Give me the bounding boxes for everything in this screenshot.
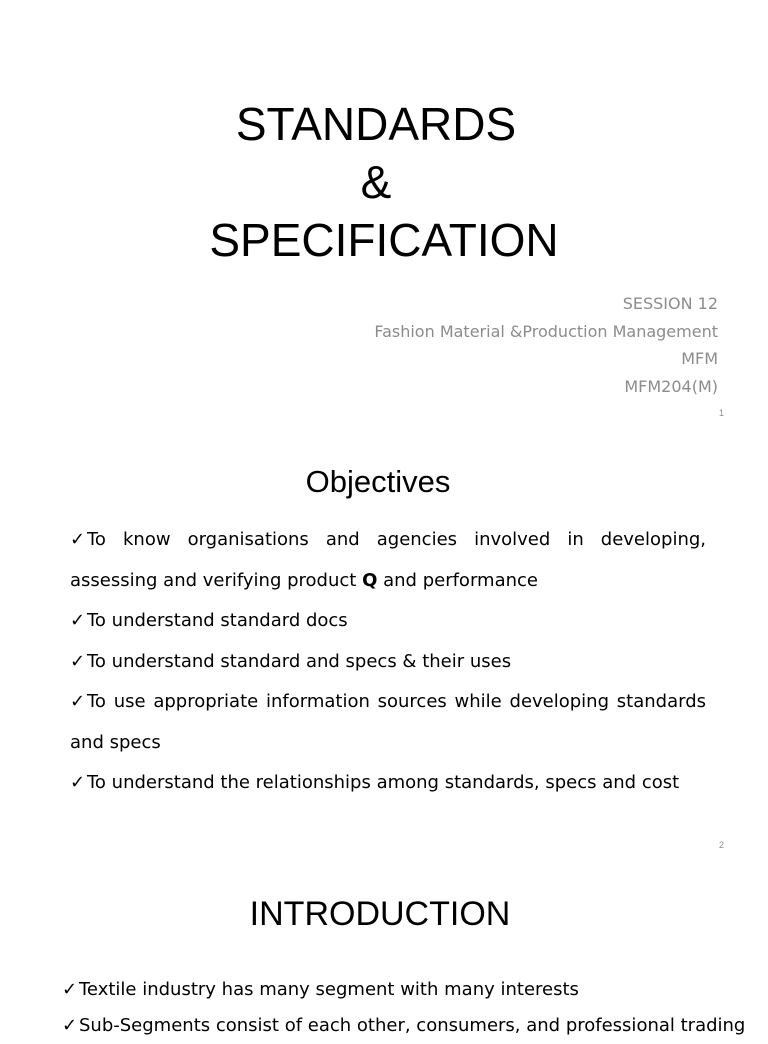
intro-item: ✓ Sub-Segments consist of each other, consumers, and professional trading: [62, 1008, 722, 1022]
introduction-slide: [0, 852, 768, 1036]
program-name: MFM: [681, 349, 718, 368]
page-number-2: 2: [718, 840, 724, 850]
page-number-1: 1: [718, 408, 724, 418]
objective-item: ✓ To use appropriate information sources while developing standards and specs: [70, 682, 706, 763]
objective-item: ✓ To understand standard docs: [70, 601, 706, 642]
intro-item: ✓ Textile industry has many segment with many interests: [62, 972, 722, 1008]
course-code: MFM204(M): [624, 376, 718, 396]
checkmark-icon: ✓: [70, 772, 86, 793]
objectives-slide: [0, 420, 768, 852]
title-line-2: &: [360, 156, 392, 208]
objective-item: ✓ To understand standard and specs & their uses: [70, 642, 706, 683]
introduction-list: [62, 972, 746, 1036]
objectives-list: [70, 520, 706, 804]
checkmark-icon: ✓: [70, 610, 86, 631]
checkmark-icon: ✓: [70, 529, 86, 550]
checkmark-icon: ✓: [70, 691, 86, 712]
session-label: SESSION 12: [622, 294, 718, 313]
checkmark-icon: ✓: [62, 1015, 78, 1036]
course-name: Fashion Material &Production Management: [374, 321, 718, 341]
title-slide: [0, 0, 768, 420]
title-line-1: STANDARDS: [235, 98, 517, 150]
objective-item: ✓ To understand the relationships among standards, specs and cost: [70, 763, 706, 804]
objectives-heading: Objectives: [305, 464, 451, 499]
session-meta: [374, 290, 718, 400]
checkmark-icon: ✓: [62, 979, 78, 1000]
checkmark-icon: ✓: [70, 650, 86, 672]
introduction-heading: INTRODUCTION: [249, 895, 511, 933]
title-line-3: SPECIFICATION: [209, 214, 559, 266]
objective-item: ✓ To know organisations and agencies involved in developing, assessing and verifying product Q and performance: [70, 520, 706, 601]
